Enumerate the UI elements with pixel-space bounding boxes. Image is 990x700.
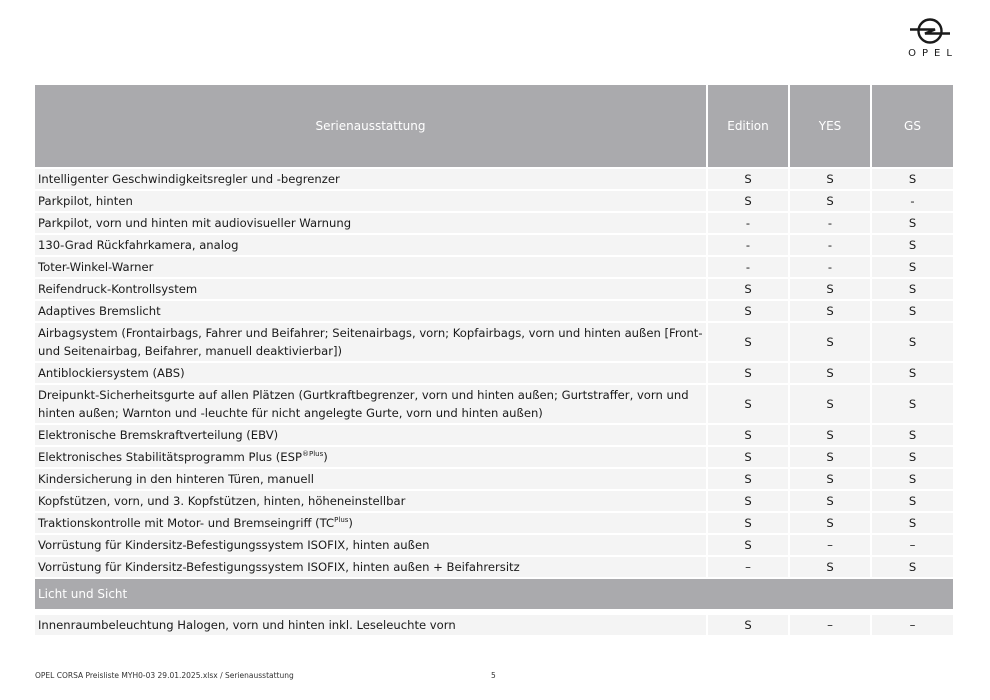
value-gs: S: [871, 384, 953, 424]
table-row: [35, 446, 953, 468]
equipment-table: [35, 85, 953, 635]
value-edition: S: [707, 446, 789, 468]
brand-wordmark: OPEL: [908, 48, 958, 59]
table-row: [35, 512, 953, 534]
value-yes: -: [789, 256, 871, 278]
page-number: 5: [491, 671, 496, 680]
label-superscript: Plus: [334, 516, 349, 525]
value-edition: S: [707, 190, 789, 212]
row-label: Airbagsystem (Frontairbags, Fahrer und Beifahrer; Seitenairbags, vorn; Kopfairbags, vorn und hinten außen [Front- und Seitenairbag, Beifahrer, manuell deaktivierbar]): [35, 322, 707, 362]
row-label: Vorrüstung für Kindersitz-Befestigungssystem ISOFIX, hinten außen: [35, 534, 707, 556]
section-title-licht-und-sicht: Licht und Sicht: [35, 578, 707, 609]
table-row: [35, 614, 953, 635]
value-edition: S: [707, 168, 789, 190]
value-gs: S: [871, 424, 953, 446]
row-label-composite: [35, 512, 707, 534]
value-yes: S: [789, 322, 871, 362]
row-label: 130-Grad Rückfahrkamera, analog: [35, 234, 707, 256]
value-edition: S: [707, 512, 789, 534]
label-superscript: ®Plus: [301, 450, 324, 459]
table-row: [35, 556, 953, 578]
value-yes: S: [789, 468, 871, 490]
value-edition: S: [707, 468, 789, 490]
value-yes: S: [789, 362, 871, 384]
table-row: [35, 322, 953, 362]
table-row: [35, 300, 953, 322]
value-edition: –: [707, 556, 789, 578]
value-gs: S: [871, 256, 953, 278]
row-label: Vorrüstung für Kindersitz-Befestigungssystem ISOFIX, hinten außen + Beifahrersitz: [35, 556, 707, 578]
value-yes: S: [789, 300, 871, 322]
value-yes: S: [789, 384, 871, 424]
header-gs: GS: [871, 85, 953, 168]
value-edition: S: [707, 614, 789, 635]
value-yes: S: [789, 278, 871, 300]
row-label: Dreipunkt-Sicherheitsgurte auf allen Plätzen (Gurtkraftbegrenzer, vorn und hinten außen; Gurtstraffer, vorn und hinten außen; Warnton und -leuchte für nicht angelegte Gurte, vorn und hinten außen): [35, 384, 707, 424]
footer-text: OPEL CORSA Preisliste MYH0-03 29.01.2025.xlsx / Serienausstattung: [35, 671, 294, 680]
value-gs: -: [871, 190, 953, 212]
row-label: Toter-Winkel-Warner: [35, 256, 707, 278]
value-yes: S: [789, 512, 871, 534]
value-gs: S: [871, 362, 953, 384]
table-row: [35, 468, 953, 490]
value-yes: S: [789, 424, 871, 446]
value-yes: S: [789, 190, 871, 212]
value-yes: S: [789, 490, 871, 512]
value-edition: S: [707, 362, 789, 384]
row-label: Traktionskontrolle mit Motor- und Bremseingriff (TC: [38, 516, 335, 530]
row-label: Innenraumbeleuchtung Halogen, vorn und hinten inkl. Leseleuchte vorn: [35, 614, 707, 635]
row-label: Parkpilot, vorn und hinten mit audiovisueller Warnung: [35, 212, 707, 234]
row-label-composite: [35, 446, 707, 468]
value-gs: S: [871, 490, 953, 512]
value-yes: S: [789, 556, 871, 578]
value-gs: S: [871, 234, 953, 256]
value-gs: S: [871, 300, 953, 322]
value-yes: -: [789, 212, 871, 234]
row-label: Kopfstützen, vorn, und 3. Kopfstützen, hinten, höheneinstellbar: [35, 490, 707, 512]
table-row: [35, 384, 953, 424]
opel-blitz-icon: [908, 16, 952, 46]
value-edition: -: [707, 234, 789, 256]
value-gs: S: [871, 168, 953, 190]
value-edition: S: [707, 322, 789, 362]
row-label: Adaptives Bremslicht: [35, 300, 707, 322]
value-gs: S: [871, 556, 953, 578]
value-gs: –: [871, 614, 953, 635]
table-row: [35, 256, 953, 278]
value-gs: S: [871, 512, 953, 534]
header-yes: YES: [789, 85, 871, 168]
value-edition: -: [707, 256, 789, 278]
label-suffix: ): [348, 516, 353, 530]
value-gs: –: [871, 534, 953, 556]
label-suffix: ): [323, 450, 328, 464]
value-gs: S: [871, 278, 953, 300]
row-label: Intelligenter Geschwindigkeitsregler und -begrenzer: [35, 168, 707, 190]
value-yes: S: [789, 168, 871, 190]
value-yes: –: [789, 534, 871, 556]
opel-logo: [900, 16, 960, 70]
table-header-row: [35, 85, 953, 168]
row-label: Elektronische Bremskraftverteilung (EBV): [35, 424, 707, 446]
value-edition: S: [707, 534, 789, 556]
header-edition: Edition: [707, 85, 789, 168]
row-label: Antiblockiersystem (ABS): [35, 362, 707, 384]
table-row: [35, 234, 953, 256]
row-label: Parkpilot, hinten: [35, 190, 707, 212]
value-edition: S: [707, 278, 789, 300]
row-label: Reifendruck-Kontrollsystem: [35, 278, 707, 300]
row-label: Kindersicherung in den hinteren Türen, manuell: [35, 468, 707, 490]
value-yes: –: [789, 614, 871, 635]
table-row: [35, 424, 953, 446]
value-edition: S: [707, 424, 789, 446]
value-edition: S: [707, 490, 789, 512]
table-row: [35, 534, 953, 556]
table-row: [35, 190, 953, 212]
value-edition: S: [707, 384, 789, 424]
value-yes: -: [789, 234, 871, 256]
value-gs: S: [871, 212, 953, 234]
section-header-row: [35, 578, 953, 609]
header-equipment: Serienausstattung: [35, 85, 707, 168]
row-label: Elektronisches Stabilitätsprogramm Plus (ESP: [38, 450, 302, 464]
table-row: [35, 212, 953, 234]
table-row: [35, 168, 953, 190]
value-yes: S: [789, 446, 871, 468]
table-row: [35, 490, 953, 512]
value-edition: -: [707, 212, 789, 234]
table-row: [35, 278, 953, 300]
value-gs: S: [871, 468, 953, 490]
value-edition: S: [707, 300, 789, 322]
value-gs: S: [871, 322, 953, 362]
value-gs: S: [871, 446, 953, 468]
table-row: [35, 362, 953, 384]
